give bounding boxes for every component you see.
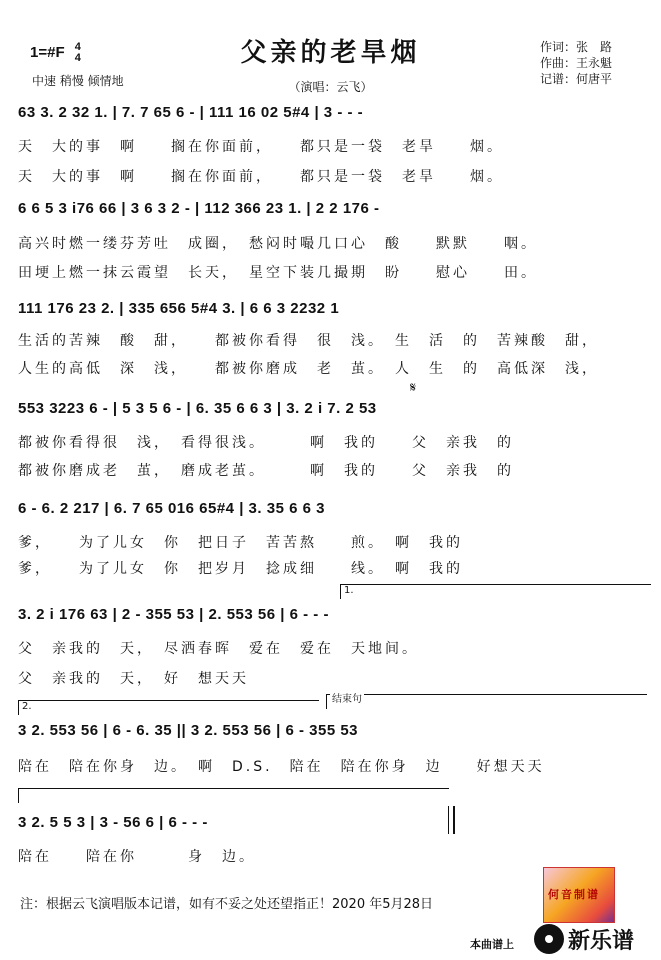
lyric-line-1b: 天 大的事 啊 搁在你面前， 都只是一袋 老旱 烟。 xyxy=(18,169,504,185)
notation-line-6: 3. 2 i 176 63 | 2 - 355 53 | 2. 553 56 | 6 - - - xyxy=(18,606,329,623)
lyric-line-2b: 田埂上燃一抹云霞望 长天， 星空下装几撮期 盼 慰心 田。 xyxy=(18,265,538,281)
ending-label: 结束句 xyxy=(330,690,364,705)
lyric-line-8: 陪在 陪在你 身 边。 xyxy=(18,849,256,865)
lyric-line-2a: 高兴时燃一缕芬芳吐 成圈， 愁闷时嘬几口心 酸 默默 咽。 xyxy=(18,236,538,252)
page-title: 父亲的老旱烟 xyxy=(240,38,421,68)
notation-line-4: 553 3223 6 - | 5 3 5 6 - | 6. 35 6 6 3 | 3. 2 i 7. 2 53 xyxy=(18,400,377,417)
lyric-line-6b: 父 亲我的 天， 好 想天天 xyxy=(18,671,249,687)
volta-1-label: 1. xyxy=(344,585,354,596)
lyric-line-3b: 人生的高低 深 浅， 都被你磨成 老 茧。 人 生 的 高低深 浅， xyxy=(18,361,599,377)
notation-line-3: 111 176 23 2. | 335 656 5#4 3. | 6 6 3 2232 1 xyxy=(18,300,340,317)
lyric-line-7: 陪在 陪在你身 边。 啊 D.S. 陪在 陪在你身 边 好想天天 xyxy=(18,759,545,775)
volta-2-bracket xyxy=(18,700,319,715)
uploaded-label: 本曲谱上 xyxy=(470,938,514,951)
composer-credit: 作曲：王永魁 xyxy=(540,56,613,70)
transcription-note: 注：根据云飞演唱版本记谱，如有不妥之处还望指正！2020 年5月28日 xyxy=(20,897,434,912)
time-bottom: 4 xyxy=(74,52,81,64)
lyric-line-4a: 都被你看得很 浅， 看得很浅。 啊 我的 父 亲我 的 xyxy=(18,435,514,451)
key-label: 1=#F xyxy=(30,43,65,61)
transcriber-credit: 记谱：何唐平 xyxy=(540,72,613,86)
site-brand-link[interactable]: 新乐谱 xyxy=(568,929,635,954)
ending-bracket-continued xyxy=(18,788,449,803)
lyric-line-5b: 爹， 为了儿女 你 把岁月 捻成细 线。 啊 我的 xyxy=(18,561,463,577)
volta-2-label: 2. xyxy=(22,701,32,712)
lyric-line-4b: 都被你磨成老 茧， 磨成老茧。 啊 我的 父 亲我 的 xyxy=(18,463,514,479)
lyric-line-5a: 爹， 为了儿女 你 把日子 苦苦熬 煎。 啊 我的 xyxy=(18,535,463,551)
notation-line-2: 6 6 5 3 i76 66 | 3 6 3 2 - | 112 366 23 1. | 2 2 176 - xyxy=(18,200,380,217)
ending-bracket xyxy=(326,694,647,709)
notation-line-5: 6 - 6. 2 217 | 6. 7 65 016 65#4 | 3. 35 6 6 3 xyxy=(18,500,325,517)
lyric-line-6a: 父 亲我的 天， 尽洒春晖 爱在 爱在 天地间。 xyxy=(18,641,419,657)
lyricist-credit: 作词：张 路 xyxy=(540,40,613,54)
volta-1-bracket xyxy=(340,584,651,599)
transcriber-stamp xyxy=(543,867,615,923)
notation-line-8: 3 2. 5 5 3 | 3 - 56 6 | 6 - - - xyxy=(18,814,208,831)
stamp-text: 何音制谱 xyxy=(548,888,600,901)
segno-sign: 𝄋 xyxy=(410,380,417,396)
final-barline xyxy=(448,806,455,834)
singer-credit: （演唱：云飞） xyxy=(288,80,373,94)
lyric-line-1a: 天 大的事 啊 搁在你面前， 都只是一袋 老旱 烟。 xyxy=(18,139,504,155)
notation-line-1: 63 3. 2 32 1. | 7. 7 65 6 - | 111 16 02 5#4 | 3 - - - xyxy=(18,104,364,121)
record-disc-icon xyxy=(534,924,564,954)
tempo-marking: 中速 稍慢 倾情地 xyxy=(32,74,124,88)
notation-line-7: 3 2. 553 56 | 6 - 6. 35 || 3 2. 553 56 | 6 - 355 53 xyxy=(18,722,359,739)
lyric-line-3a: 生活的苦辣 酸 甜， 都被你看得 很 浅。 生 活 的 苦辣酸 甜， xyxy=(18,333,599,349)
time-top: 4 xyxy=(74,41,81,53)
